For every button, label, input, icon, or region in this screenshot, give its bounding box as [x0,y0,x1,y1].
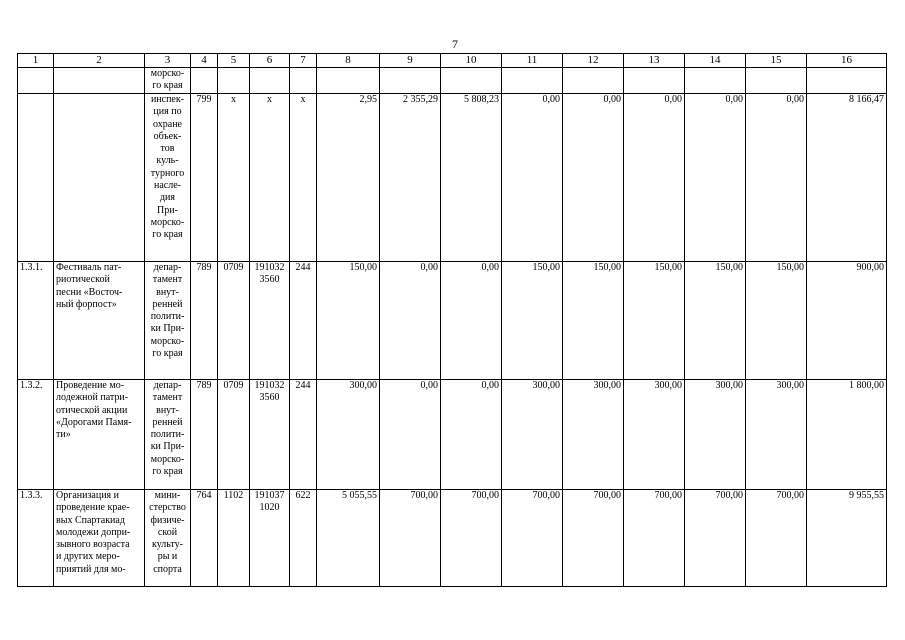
column-number-cell: 6 [250,54,290,68]
item-number-cell [18,68,54,94]
year-4-cell: 150,00 [502,262,563,380]
column-number-cell: 7 [290,54,317,68]
executor-cell: морско- го края [145,68,191,94]
item-number-cell [18,94,54,262]
year-5-cell: 700,00 [563,490,624,587]
budget-table [17,53,887,587]
table-row [18,380,887,490]
grbs-code-cell: 789 [191,380,218,490]
event-name-cell: Организация и проведение крае- вых Спартакиад молодежи допри- зывного возраста и других меро- приятий для мо- [54,490,145,587]
page-number: 7 [452,37,458,51]
year-1-cell [317,68,380,94]
grbs-code-cell: 789 [191,262,218,380]
year-4-cell: 700,00 [502,490,563,587]
year-4-cell [502,68,563,94]
year-4-cell: 300,00 [502,380,563,490]
year-7-cell: 150,00 [685,262,746,380]
year-1-cell: 150,00 [317,262,380,380]
target-article-cell [250,68,290,94]
column-number-cell: 1 [18,54,54,68]
year-7-cell: 700,00 [685,490,746,587]
year-1-cell: 300,00 [317,380,380,490]
year-8-cell: 700,00 [746,490,807,587]
year-2-cell [380,68,441,94]
item-number-cell: 1.3.1. [18,262,54,380]
table-row [18,94,887,262]
column-number-cell: 15 [746,54,807,68]
grbs-code-cell [191,68,218,94]
expense-type-cell: 244 [290,262,317,380]
expense-type-cell: 622 [290,490,317,587]
executor-cell: мини- стерство физиче- ской культу- ры и спорта [145,490,191,587]
column-number-cell: 16 [807,54,887,68]
expense-type-cell [290,68,317,94]
year-3-cell: 0,00 [441,380,502,490]
section-code-cell: 1102 [218,490,250,587]
section-code-cell: 0709 [218,262,250,380]
year-2-cell: 700,00 [380,490,441,587]
event-name-cell: Фестиваль пат- риотической песни «Восточ- ный форпост» [54,262,145,380]
year-8-cell: 150,00 [746,262,807,380]
year-7-cell [685,68,746,94]
total-cell: 8 166,47 [807,94,887,262]
year-6-cell: 150,00 [624,262,685,380]
year-3-cell: 700,00 [441,490,502,587]
year-7-cell: 0,00 [685,94,746,262]
column-number-cell: 13 [624,54,685,68]
year-5-cell: 0,00 [563,94,624,262]
section-code-cell: 0709 [218,380,250,490]
column-number-cell: 11 [502,54,563,68]
total-cell [807,68,887,94]
year-6-cell: 300,00 [624,380,685,490]
year-6-cell: 0,00 [624,94,685,262]
column-number-cell: 5 [218,54,250,68]
table-row [18,490,887,587]
column-number-row [18,54,887,68]
year-3-cell: 5 808,23 [441,94,502,262]
table-body [18,54,887,587]
column-number-cell: 3 [145,54,191,68]
column-number-cell: 9 [380,54,441,68]
year-1-cell: 5 055,55 [317,490,380,587]
year-2-cell: 2 355,29 [380,94,441,262]
table-row [18,262,887,380]
table-row [18,68,887,94]
year-5-cell: 300,00 [563,380,624,490]
section-code-cell [218,68,250,94]
year-3-cell [441,68,502,94]
column-number-cell: 14 [685,54,746,68]
executor-cell: депар- тамент внут- ренней полити- ки При- морско- го края [145,262,191,380]
total-cell: 9 955,55 [807,490,887,587]
expense-type-cell: x [290,94,317,262]
item-number-cell: 1.3.3. [18,490,54,587]
column-number-cell: 10 [441,54,502,68]
executor-cell: инспек- ция по охране объек- тов куль- турного насле- дия При- морско- го края [145,94,191,262]
year-5-cell: 150,00 [563,262,624,380]
event-name-cell [54,68,145,94]
total-cell: 900,00 [807,262,887,380]
year-5-cell [563,68,624,94]
target-article-cell: 191037 1020 [250,490,290,587]
year-6-cell [624,68,685,94]
year-6-cell: 700,00 [624,490,685,587]
executor-cell: депар- тамент внут- ренней полити- ки При- морско- го края [145,380,191,490]
target-article-cell: 191032 3560 [250,380,290,490]
section-code-cell: x [218,94,250,262]
year-2-cell: 0,00 [380,380,441,490]
year-3-cell: 0,00 [441,262,502,380]
year-8-cell: 300,00 [746,380,807,490]
column-number-cell: 4 [191,54,218,68]
event-name-cell [54,94,145,262]
grbs-code-cell: 764 [191,490,218,587]
year-8-cell: 0,00 [746,94,807,262]
year-4-cell: 0,00 [502,94,563,262]
target-article-cell: 191032 3560 [250,262,290,380]
grbs-code-cell: 799 [191,94,218,262]
year-2-cell: 0,00 [380,262,441,380]
expense-type-cell: 244 [290,380,317,490]
year-8-cell [746,68,807,94]
item-number-cell: 1.3.2. [18,380,54,490]
column-number-cell: 8 [317,54,380,68]
year-1-cell: 2,95 [317,94,380,262]
event-name-cell: Проведение мо- лодежной патри- отической акции «Дорогами Памя- ти» [54,380,145,490]
target-article-cell: x [250,94,290,262]
total-cell: 1 800,00 [807,380,887,490]
year-7-cell: 300,00 [685,380,746,490]
column-number-cell: 12 [563,54,624,68]
column-number-cell: 2 [54,54,145,68]
